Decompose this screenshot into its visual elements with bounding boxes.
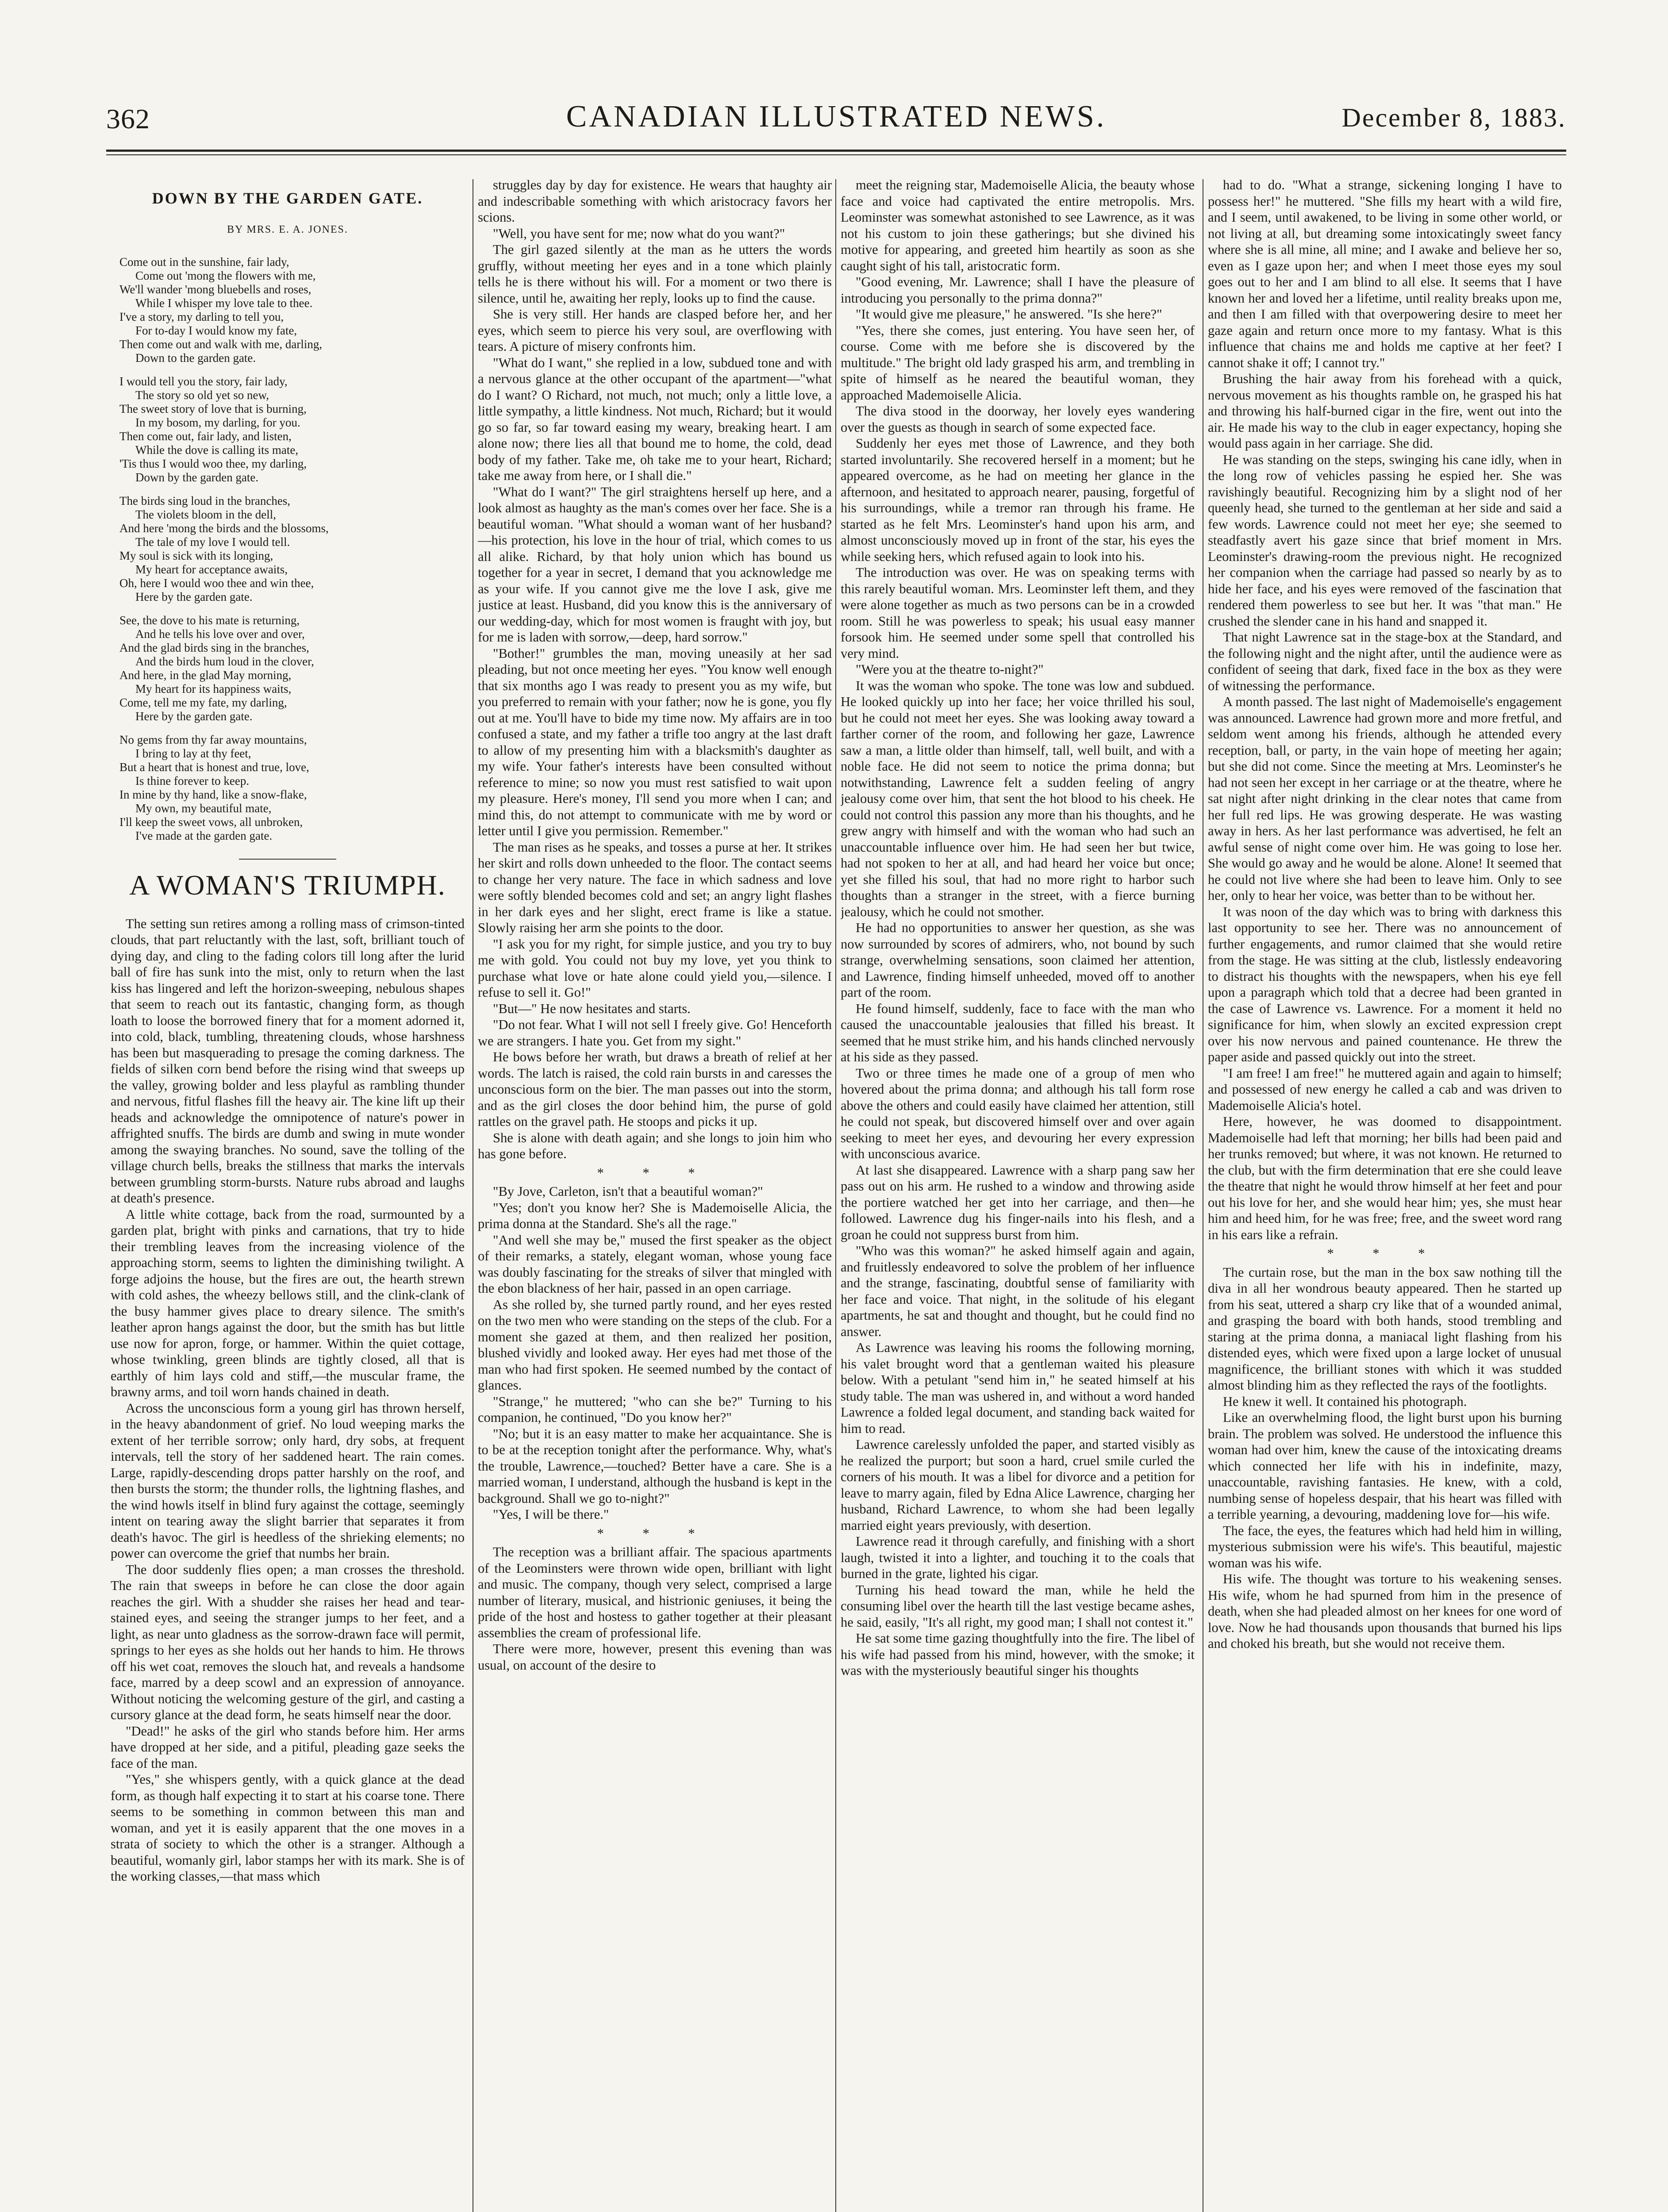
story-paragraph: He found himself, suddenly, face to face with the man who caused the unaccountable jealousies that filled his breast. It seemed that he must strike him, and his hands clinched nervously at his side as they passed. [841,1001,1195,1064]
story-paragraph: It was the woman who spoke. The tone was low and subdued. He looked quickly up into her face; her voice thrilled his soul, but he could not meet her eyes. She was looking away toward a farther corner of the room, and following her gaze, Lawrence saw a man, a little older than himself, tall, well built, and with a noble face. He did not seem to notice the prima donna; but notwithstanding, Lawrence felt a sudden feeling of angry jealousy come over him, that sent the hot blood to his cheek. He could not control this passion any more than his thoughts, and he grew angry with himself and with the woman who had such an unaccountable influence over him. He had seen her but twice, had not spoken to her at all, and had heard her voice but once; yet she filled his soul, that had no more right to harbor such thoughts than a stranger in the street, with a fierce burning jealousy, which he could not smother. [841,678,1195,919]
column-3 [841,177,1195,2212]
story-text-column-1 [111,916,465,1885]
poem-stanza [119,255,465,365]
story-paragraph: "Bother!" grumbles the man, moving uneasily at her sad pleading, but not once meeting her eyes. "You know well enough that six months ago I was ready to present you as my wife, but you preferred to remain with your father; now he is gone, you fly out at me. You'll have to bide my time now. My affairs are in too confused a state, and my father a trifle too angry at the last draft to allow of my presenting him with a blacksmith's daughter as my wife. Your father's interests have been consulted without reference to mine; so now you must rest satisfied to wait upon my pleasure. Here's money, I'll send you more when I can; and mind this, do not attempt to communicate with me by word or letter until I give you permission. Remember." [478,645,832,838]
story-paragraph: had to do. "What a strange, sickening longing I have to possess her!" he muttered. "She fills my heart with a wild fire, and I seem, until awakened, to be living in some other world, or not living at all, but dreaming some intoxicatingly sweet fancy where she is all mine, all mine; and I awake and believe her so, even as I gaze upon her; and when I meet those eyes my soul goes out to her and I am blind to all else. It seems that I have known her and loved her a lifetime, until reality breaks upon me, and then I am filled with that overpowering desire to meet her gaze again and return once more to my fantasy. What is this influence that chains me and holds me captive at her feet? I cannot shake it off; I cannot try." [1208,177,1562,370]
story-paragraph: The introduction was over. He was on speaking terms with this rarely beautiful woman. Mrs. Leominster left them, and they were alone together as much as two persons can be in a crowded room. Still he was powerless to speak; his usual easy manner forsook him. He seemed under some spell that controlled his very mind. [841,565,1195,661]
story-paragraph: He had no opportunities to answer her question, as she was now surrounded by scores of admirers, who, not bound by such strange, overwhelming sensations, soon claimed her attention, and Lawrence, finding himself unheeded, moved off to another part of the room. [841,920,1195,1000]
page-number: 362 [106,103,150,134]
story-paragraph: "Yes," she whispers gently, with a quick glance at the dead form, as though half expecting it to start at his coarse tone. There seems to be something in common between this man and woman, and yet it is easily apparent that the one moves in a strata of society to which the other is a stranger. Although a beautiful, womanly girl, labor stamps her with its mark. She is of the working classes,—that mass which [111,1772,465,1884]
poem-line: And the birds hum loud in the clover, [135,655,314,668]
poem-title: DOWN BY THE GARDEN GATE. [152,189,423,207]
poem-line: The sweet story of love that is burning, [119,402,307,415]
story-paragraph: "Were you at the theatre to-night?" [856,662,1044,677]
story-paragraph: "Yes, I will be there." [493,1507,609,1522]
story-paragraph: The girl gazed silently at the man as he utters the words gruffly, without meeting her eyes and in a tone which plainly tells he is there without his will. For a moment or two there is silence, until he, awaiting her reply, looks up to find the cause. [478,242,832,306]
story-paragraph: The man rises as he speaks, and tosses a purse at her. It strikes her skirt and rolls down unheeded to the floor. The contact seems to change her very nature. The face in which sadness and love were softly blended becomes cold and set; an angry light flashes in her dark eyes and her slight, erect frame is like a statue. Slowly raising her arm she points to the door. [478,839,832,935]
story-paragraph: "No; but it is an easy matter to make her acquaintance. She is to be at the reception tonight after the performance. Why, what's the trouble, Lawrence,—touched? Better have a care. She is a married woman, I understand, although the husband is kept in the background. Shall we go to-night?" [478,1426,832,1506]
masthead-rule-thin [106,154,1566,155]
story-paragraph: The reception was a brilliant affair. The spacious apartments of the Leominsters were thrown wide open, brilliant with light and music. The company, though very select, comprised a large number of literary, musical, and histrionic geniuses, it being the pride of the host and hostess to gather together at their pleasant assemblies the cream of professional life. [478,1544,832,1640]
story-paragraph: "Do not fear. What I will not sell I freely give. Go! Henceforth we are strangers. I hate you. Get from my sight." [478,1017,832,1048]
poem-line: I bring to lay at thy feet, [135,747,251,760]
story-paragraph: A little white cottage, back from the road, surmounted by a garden plat, bright with pinks and carnations, that try to hide their trembling leaves from the increasing violence of the approaching storm, seems to lighten the diminishing twilight. A forge adjoins the house, but the fires are out, the hearth strewn with cold ashes, the wheezy bellows still, and the clink-clank of the busy hammer gives place to dreary silence. The smith's leather apron hangs against the door, but the smith has but little use now for apron, forge, or hammer. Within the quiet cottage, whose twinkling, green blinds are tightly closed, all that is earthly of him lays cold and stiff,—the muscular frame, the brawny arms, and toil worn hands chained in death. [111,1206,465,1399]
poem-line: And the glad birds sing in the branches, [119,641,309,654]
story-paragraph: As she rolled by, she turned partly round, and her eyes rested on the two men who were standing on the steps of the club. For a moment she gazed at them, and then realized her position, blushed vividly and looked away. Her eyes had met those of the man who had first spoken. He seemed numbed by the contact of glances. [478,1297,832,1393]
story-paragraph: Lawrence carelessly unfolded the paper, and started visibly as he realized the purport; but soon a hard, cruel smile curled the corners of his mouth. It was a libel for divorce and a petition for leave to marry again, filed by Edna Alice Lawrence, charging her husband, Richard Lawrence, to whom she had been legally married eight years previously, with desertion. [841,1437,1195,1533]
poem-line: And he tells his love over and over, [135,627,305,641]
poem-line: Here by the garden gate. [135,590,253,603]
poem-line: We'll wander 'mong bluebells and roses, [119,283,311,296]
story-paragraph: Across the unconscious form a young girl has thrown herself, in the heavy abandonment of grief. No loud weeping marks the extent of her terrible sorrow; only hard, dry sobs, at frequent intervals, tell the story of her saddened heart. The rain comes. Large, rapidly-descending drops patter harshly on the roof, and then bursts the storm; the thunder rolls, the lightning flashes, and the wind howls itself in blind fury against the cottage, seemingly intent on tearing away the slight barrier that separates it from death's havoc. The girl is heedless of the shrieking elements; no power can overcome the grief that numbs her brain. [111,1400,465,1561]
poem-line: I've a story, my darling to tell you, [119,310,284,323]
story-paragraph: The face, the eyes, the features which had held him in willing, mysterious submission were his wife's. This beautiful, majestic woman was his wife. [1208,1523,1562,1571]
poem-line: Here by the garden gate. [135,710,253,723]
story-paragraph: "But—" He now hesitates and starts. [493,1001,691,1016]
poem-line: Down to the garden gate. [135,351,256,365]
story-paragraph: He knew it well. It contained his photograph. [1223,1394,1467,1409]
story-paragraph: "Good evening, Mr. Lawrence; shall I have the pleasure of introducing you personally to the prima donna?" [841,274,1195,306]
story-paragraph: "What do I want?" The girl straightens herself up here, and a look almost as haughty as the man's comes over her face. She is a beautiful woman. "What should a woman want of her husband?—his protection, his love in the hour of trial, which comes to us all alike. Richard, by that holy union which has bound us together for a year in secret, I demand that you acknowledge me as your wife. If you cannot give me the love I ask, give me justice at least. Husband, did you know this is the anniversary of our wedding-day, which for most women is fraught with joy, but for me is laden with sorrow,—deep, hard sorrow." [478,484,832,645]
section-break: * * * [597,1525,713,1541]
story-paragraph: Two or three times he made one of a group of men who hovered about the prima donna; and although his tall form rose above the others and could easily have claimed her attention, still he could not speak, but discovered himself over and over again seeking to meet her eyes, and devouring her every expression with unconscious avarice. [841,1065,1195,1161]
story-paragraph: That night Lawrence sat in the stage-box at the Standard, and the following night and the night after, until the audience were as confident of seeing that dark, fixed face in the box as they were of witnessing the performance. [1208,630,1562,693]
poem-line: I would tell you the story, fair lady, [119,375,288,388]
story-paragraph: The setting sun retires among a rolling mass of crimson-tinted clouds, that part reluctantly with the last, soft, brilliant touch of dying day, and cling to the fading colors till long after the lurid ball of fire has sunk into the mist, only to return when the last kiss has lingered and left the horizon-sweeping, nebulous shapes that seem to reach out its fantastic, changing form, as though loath to loose the borrowed finery that for a moment adorned it, into cold, black, tumbling, threatening clouds, whose harshness has been but masquerading to presage the coming darkness. The fields of silken corn bend before the rising wind that sweeps up the valley, growing bolder and less playful as rambling thunder and nervous, fitful flashes fill the heavy air. The kine lift up their heads and acknowledge the omnipotence of nature's power in affrighted snuffs. The birds are dumb and swing in mute wonder among the swaying branches. No sound, save the tolling of the village church bells, breaks the stillness that marks the intervals between grumbling storm-bursts. Nature rubs abroad and laughs at death's presence. [111,916,465,1206]
poem-line: I've made at the garden gate. [135,829,273,842]
poem-line: Come out 'mong the flowers with me, [135,269,316,282]
story-paragraph: As Lawrence was leaving his rooms the following morning, his valet brought word that a gentleman waited his pleasure below. With a petulant "send him in," he seated himself at his study table. The man was ushered in, and without a word handed Lawrence a folded legal document, and standing back waited for him to read. [841,1340,1195,1436]
story-paragraph: "I am free! I am free!" he muttered again and again to himself; and possessed of new energy he called a cab and was driven to Mademoiselle Alicia's hotel. [1208,1065,1562,1113]
poem-stanza [119,733,465,843]
story-paragraph: There were more, however, present this evening than was usual, on account of the desire to [478,1641,832,1673]
story-paragraph: "It would give me pleasure," he answered. "Is she here?" [856,307,1162,322]
poem-line: Down by the garden gate. [135,471,259,484]
poem-line: And here 'mong the birds and the blossoms, [119,522,329,535]
poem-line: But a heart that is honest and true, love, [119,760,309,774]
poem-line: The violets bloom in the dell, [135,508,276,521]
story-paragraph: He bows before her wrath, but draws a breath of relief at her words. The latch is raised, the cold rain bursts in and caresses the unconscious form on the bier. The man passes out into the storm, and as the girl closes the door behind him, the purse of gold rattles on the gravel path. He stoops and picks it up. [478,1049,832,1129]
column-2 [478,177,832,2212]
story-paragraph: The curtain rose, but the man in the box saw nothing till the diva in all her wondrous beauty appeared. Then he started up from his seat, uttered a sharp cry like that of a wounded animal, and grasping the board with both hands, stood trembling and staring at the prima donna, a maniacal light flashing from his distended eyes, which were fixed upon a large locket of unusual magnificence, the brilliant stones with which it was studded almost blinding him as they reflected the rays of the footlights. [1208,1264,1562,1393]
story-paragraph: He was standing on the steps, swinging his cane idly, when in the long row of vehicles passing he espied her. She was ravishingly beautiful. Recognizing him by a slight nod of her queenly head, she turned to the gentleman at her side and said a few words. Lawrence could not meet her eye; she seemed to steadfastly avert his gaze since that brief moment in Mrs. Leominster's drawing-room the previous night. He recognized her companion when the carriage had passed so nearly by as to hide her face, and his eyes were removed of the fascination that rendered them powerless to see but her. It was "that man." He crushed the slender cane in his hand and snapped it. [1208,452,1562,629]
poem-line: My own, my beautiful mate, [135,802,272,815]
story-paragraph: "Yes; don't you know her? She is Mademoiselle Alicia, the prima donna at the Standard. She's all the rage." [478,1200,832,1231]
story-paragraph: struggles day by day for existence. He wears that haughty air and indescribable something with which aristocracy favors her scions. [478,177,832,225]
story-paragraph: The diva stood in the doorway, her lovely eyes wandering over the guests as though in search of some expected face. [841,403,1195,435]
story-paragraph: Brushing the hair away from his forehead with a quick, nervous movement as his thoughts ramble on, he grasped his hat and throwing his half-burned cigar in the fire, went out into the air. He made his way to the club in eager expectancy, hoping she would pass again in her carriage. She did. [1208,371,1562,451]
poem-line: See, the dove to his mate is returning, [119,614,300,627]
story-paragraph: "Well, you have sent for me; now what do you want?" [493,226,785,241]
story-text-column-3 [841,177,1195,1679]
poem-line: In my bosom, my darling, for you. [135,416,300,429]
section-divider [239,859,336,860]
poem-line: Oh, here I would woo thee and win thee, [119,576,314,590]
section-break: * * * [597,1165,713,1180]
poem-line: Is thine forever to keep. [135,774,250,787]
poem-line: Come, tell me my fate, my darling, [119,696,287,709]
poem-line: For to-day I would know my fate, [135,324,297,337]
poem-line: Then come out and walk with me, darling, [119,338,323,351]
section-break: * * * [1327,1246,1443,1261]
story-paragraph: She is alone with death again; and she longs to join him who has gone before. [478,1130,832,1161]
story-paragraph: The door suddenly flies open; a man crosses the threshold. The rain that sweeps in before he can close the door again reaches the girl. With a shudder she raises her head and tear-stained eyes, and seeing the stranger jumps to her feet, and a light, as near unto gladness as the sorrow-drawn face will permit, springs to her eyes as she holds out her hands to him. He throws off his wet coat, removes the slouch hat, and reveals a handsome face, marred by a deep scowl and an expression of annoyance. Without noticing the welcoming gesture of the girl, and casting a cursory glance at the dead form, he seats himself near the door. [111,1562,465,1722]
story-paragraph: "By Jove, Carleton, isn't that a beautiful woman?" [493,1184,763,1199]
story-paragraph: "Who was this woman?" he asked himself again and again, and fruitlessly endeavored to solve the problem of her influence and the strange, fascinating, doubtful sense of familiarity with her face and voice. That night, in the solitude of his elegant apartments, he sat and thought and thought, but he could find no answer. [841,1243,1195,1339]
poem-line: While the dove is calling its mate, [135,443,299,457]
poem-line: The story so old yet so new, [135,388,269,402]
story-paragraph: "And well she may be," mused the first speaker as the object of their remarks, a stately, elegant woman, whose young face was doubly fascinating for the streaks of silver that mingled with the ebon blackness of her hair, passed in an open carriage. [478,1232,832,1296]
story-paragraph: Here, however, he was doomed to disappointment. Mademoiselle had left that morning; her bills had been paid and her trunks removed; but where, it was not known. He returned to the club, but with the firm determination that ere she could leave the theatre that night he would throw himself at her feet and pour out his love for her, and she would hear him; yes, she must hear him and heed him, for he was free; free, and the sweet word rang in his ears like a refrain. [1208,1114,1562,1242]
poem-line: While I whisper my love tale to thee. [135,296,313,310]
story-text-column-2 [478,177,832,1673]
poem-line: And here, in the glad May morning, [119,668,292,682]
poem-line: The tale of my love I would tell. [135,535,290,549]
story-paragraph: "What do I want," she replied in a low, subdued tone and with a nervous glance at the other occupant of the apartment—"what do I want? O Richard, not much, not much; only a little love, a little sympathy, a little kindness. Not much, Richard; but it would go so far, so far toward easing my weary, breaking heart. I am alone now; there lies all that bound me to home, the cold, dead body of my father. Take me, oh take me to your heart, Richard; take me away from here, or I shall die." [478,355,832,483]
story-paragraph: Like an overwhelming flood, the light burst upon his burning brain. The problem was solved. He understood the influence this woman had over him, knew the cause of the intoxicating dreams which connected her life with his in indefinite, mazy, unaccountable, ravishing fantasies. He knew, with a cold, numbing sense of hopeless despair, that his heart was filled with a terrible yearning, a devouring, maddening love for—his wife. [1208,1410,1562,1522]
masthead [106,93,1566,146]
story-paragraph: His wife. The thought was torture to his weakening senses. His wife, whom he had spurned from him in the presence of death, when she had pleaded almost on her knees for one word of love. Now he had thousands upon thousands that burned his lips and choked his breath, but she would not receive them. [1208,1571,1562,1651]
story-paragraph: At last she disappeared. Lawrence with a sharp pang saw her pass out on his arm. He rushed to a window and throwing aside the portiere watched her get into her carriage, and then—he followed. Lawrence dug his finger-nails into his flesh, and a groan he could not suppress burst from him. [841,1162,1195,1242]
column-divider [835,179,836,2212]
story-paragraph: Turning his head toward the man, while he held the consuming libel over the hearth till the last vestige became ashes, he said, easily, "It's all right, my good man; I shall not contest it." [841,1582,1195,1630]
story-paragraph: It was noon of the day which was to bring with darkness this last opportunity to see her. There was no announcement of further engagements, and rumor claimed that she would retire from the stage. He was sitting at the club, listlessly endeavoring to distract his thoughts with the newspapers, when his eye fell upon a paragraph which told that a decree had been granted in the case of Lawrence vs. Lawrence. For a moment it held no significance for him, when slowly an excited expression crept over his now nervous and pained countenance. He threw the paper aside and passed quickly out into the street. [1208,904,1562,1064]
poem-body [111,255,465,843]
poem-line: My soul is sick with its longing, [119,549,273,562]
story-paragraph: She is very still. Her hands are clasped before her, and her eyes, which seem to pierce his very soul, are overflowing with tears. A picture of misery confronts him. [478,307,832,354]
story-paragraph: "Yes, there she comes, just entering. You have seen her, of course. Come with me before she is discovered by the multitude." The bright old lady grasped his arm, and trembling in spite of himself as he neared the beautiful woman, they approached Mademoiselle Alicia. [841,323,1195,403]
issue-date: December 8, 1883. [1341,103,1566,132]
masthead-rule [106,150,1566,152]
poem-line: I'll keep the sweet vows, all unbroken, [119,815,303,829]
poem-line: In mine by thy hand, like a snow-flake, [119,788,307,801]
story-paragraph: He sat some time gazing thoughtfully into the fire. The libel of his wife had passed from his mind, however, with the smoke; it was with the mysteriously beautiful singer his thoughts [841,1631,1195,1678]
poem-author: BY MRS. E. A. JONES. [227,223,348,235]
poem-stanza [119,375,465,484]
poem-line: My heart for acceptance awaits, [135,563,288,576]
story-paragraph: "Strange," he muttered; "who can she be?" Turning to his companion, he continued, "Do you know her?" [478,1394,832,1425]
story-paragraph: "Dead!" he asks of the girl who stands before him. Her arms have dropped at her side, and a pitiful, pleading gaze seeks the face of the man. [111,1723,465,1771]
poem-line: No gems from thy far away mountains, [119,733,307,746]
story-paragraph: "I ask you for my right, for simple justice, and you try to buy me with gold. You could not buy my love, yet you think to purchase what love or hate alone could yield you,—silence. I refuse to sell it. Go!" [478,936,832,1000]
poem-line: My heart for its happiness waits, [135,682,292,695]
story-title: A WOMAN'S TRIUMPH. [129,869,446,901]
poem-stanza [119,494,465,604]
story-paragraph: meet the reigning star, Mademoiselle Alicia, the beauty whose face and voice had captivated the entire metropolis. Mrs. Leominster was somewhat astonished to see Lawrence, as it was not his custom to join these gatherings; but she divined his motive for appearing, and greeted him heartily as soon as she caught sight of his tall, aristocratic form. [841,177,1195,273]
poem-stanza [119,614,465,723]
poem-line: 'Tis thus I would woo thee, my darling, [119,457,307,470]
poem-line: Then come out, fair lady, and listen, [119,430,292,443]
newspaper-title: CANADIAN ILLUSTRATED NEWS. [566,100,1107,134]
story-paragraph: Suddenly her eyes met those of Lawrence, and they both started involuntarily. She recovered herself in a moment; but he appeared overcome, as he had on meeting her glance in the afternoon, and hesitated to approach nearer, pausing, forgetful of his surroundings, while a tremor ran through his frame. He started as he felt Mrs. Leominster's hand upon his arm, and almost unconsciously moved up in front of the star, his eyes the while seeking hers, which refused again to look into his. [841,436,1195,564]
column-4 [1208,177,1562,2212]
column-1 [111,177,465,2212]
story-text-column-4 [1208,177,1562,1652]
poem-line: Come out in the sunshine, fair lady, [119,255,289,269]
story-paragraph: A month passed. The last night of Mademoiselle's engagement was announced. Lawrence had grown more and more fretful, and seldom went among his friends, although he attended every reception, ball, or party, in the vain hope of meeting her again; but she did not come. Since the meeting at Mrs. Leominster's he had not seen her except in her carriage or at the theatre, where he sat night after night drinking in the clear notes that came from her full red lips. He was growing desperate. He was wasting away in hers. As her last performance was advertised, he felt an awful sense of night come over him. He was going to lose her. She would go away and he would be alone. Alone! It seemed that he could not live where she had been to leave him. Only to see her, only to hear her voice, was better than to be without her. [1208,694,1562,903]
poem-line: The birds sing loud in the branches, [119,494,291,507]
story-paragraph: Lawrence read it through carefully, and finishing with a short laugh, twisted it into a lighter, and touching it to the coals that burned in the grate, lighted his cigar. [841,1534,1195,1581]
